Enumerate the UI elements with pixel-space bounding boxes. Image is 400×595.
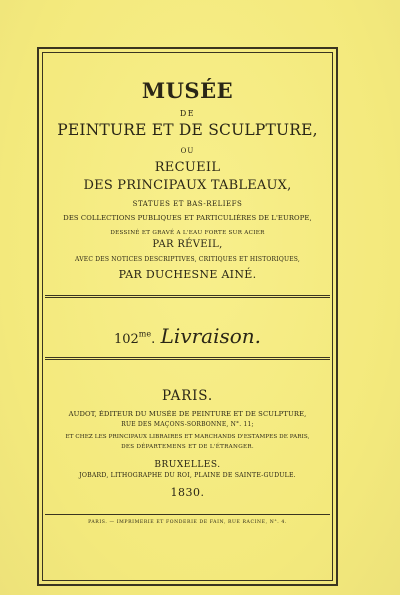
printer-imprint: PARIS. — IMPRIMERIE ET FONDERIE DE FAIN, RUE RACINE, N°. 4. <box>88 520 287 525</box>
distributor-line: JOBARD, LITHOGRAPHE DU ROI, PLAINE DE SAINTE-GUDULE. <box>79 472 296 479</box>
alt-title-subject: DES PRINCIPAUX TABLEAUX, <box>83 178 292 193</box>
publisher-address: RUE DES MAÇONS-SORBONNE, N°. 11; <box>121 421 254 428</box>
title-page <box>44 54 331 579</box>
distributor-city: BRUXELLES. <box>154 460 221 470</box>
alt-title: RECUEIL <box>154 160 221 175</box>
publisher-city: PARIS. <box>162 388 213 404</box>
main-title: MUSÉE <box>141 78 234 103</box>
alt-title-collections: DES COLLECTIONS PUBLIQUES ET PARTICULIÈRES DE L'EUROPE, <box>63 214 312 222</box>
publisher-line-1: AUDOT, ÉDITEUR DU MUSÉE DE PEINTURE ET DE SCULPTURE, <box>68 410 307 418</box>
divider-rule <box>45 297 330 298</box>
publisher-line-3: ET CHEZ LES PRINCIPAUX LIBRAIRES ET MARCHANDS D'ESTAMPES DE PARIS, <box>65 434 310 440</box>
title-subject: PEINTURE ET DE SCULPTURE, <box>57 121 318 139</box>
divider-rule <box>45 357 330 358</box>
alt-title-statues: STATUES ET BAS-RELIEFS <box>132 200 243 208</box>
author-name: PAR DUCHESNE AINÉ. <box>118 268 257 281</box>
issue-separator: . <box>151 332 156 347</box>
publisher-line-4: DES DÉPARTEMENS ET DE L'ÉTRANGER. <box>121 444 254 450</box>
title-connector-ou: OU <box>180 147 195 155</box>
title-connector-de: DE <box>179 109 196 118</box>
issue-word: Livraison. <box>160 324 262 348</box>
issue-suffix: me <box>138 329 152 339</box>
engraver-name: PAR RÉVEIL, <box>152 239 223 250</box>
divider-rule <box>45 359 330 360</box>
engraver-credit: DESSINÉ ET GRAVÉ A L'EAU FORTE SUR ACIER <box>110 230 265 236</box>
divider-rule <box>45 295 330 296</box>
author-credit: AVEC DES NOTICES DESCRIPTIVES, CRITIQUES ET HISTORIQUES, <box>75 256 300 263</box>
divider-rule <box>45 514 330 515</box>
publication-year: 1830. <box>170 486 205 499</box>
issue-number: 102 <box>113 332 139 347</box>
issue-label <box>44 324 331 348</box>
